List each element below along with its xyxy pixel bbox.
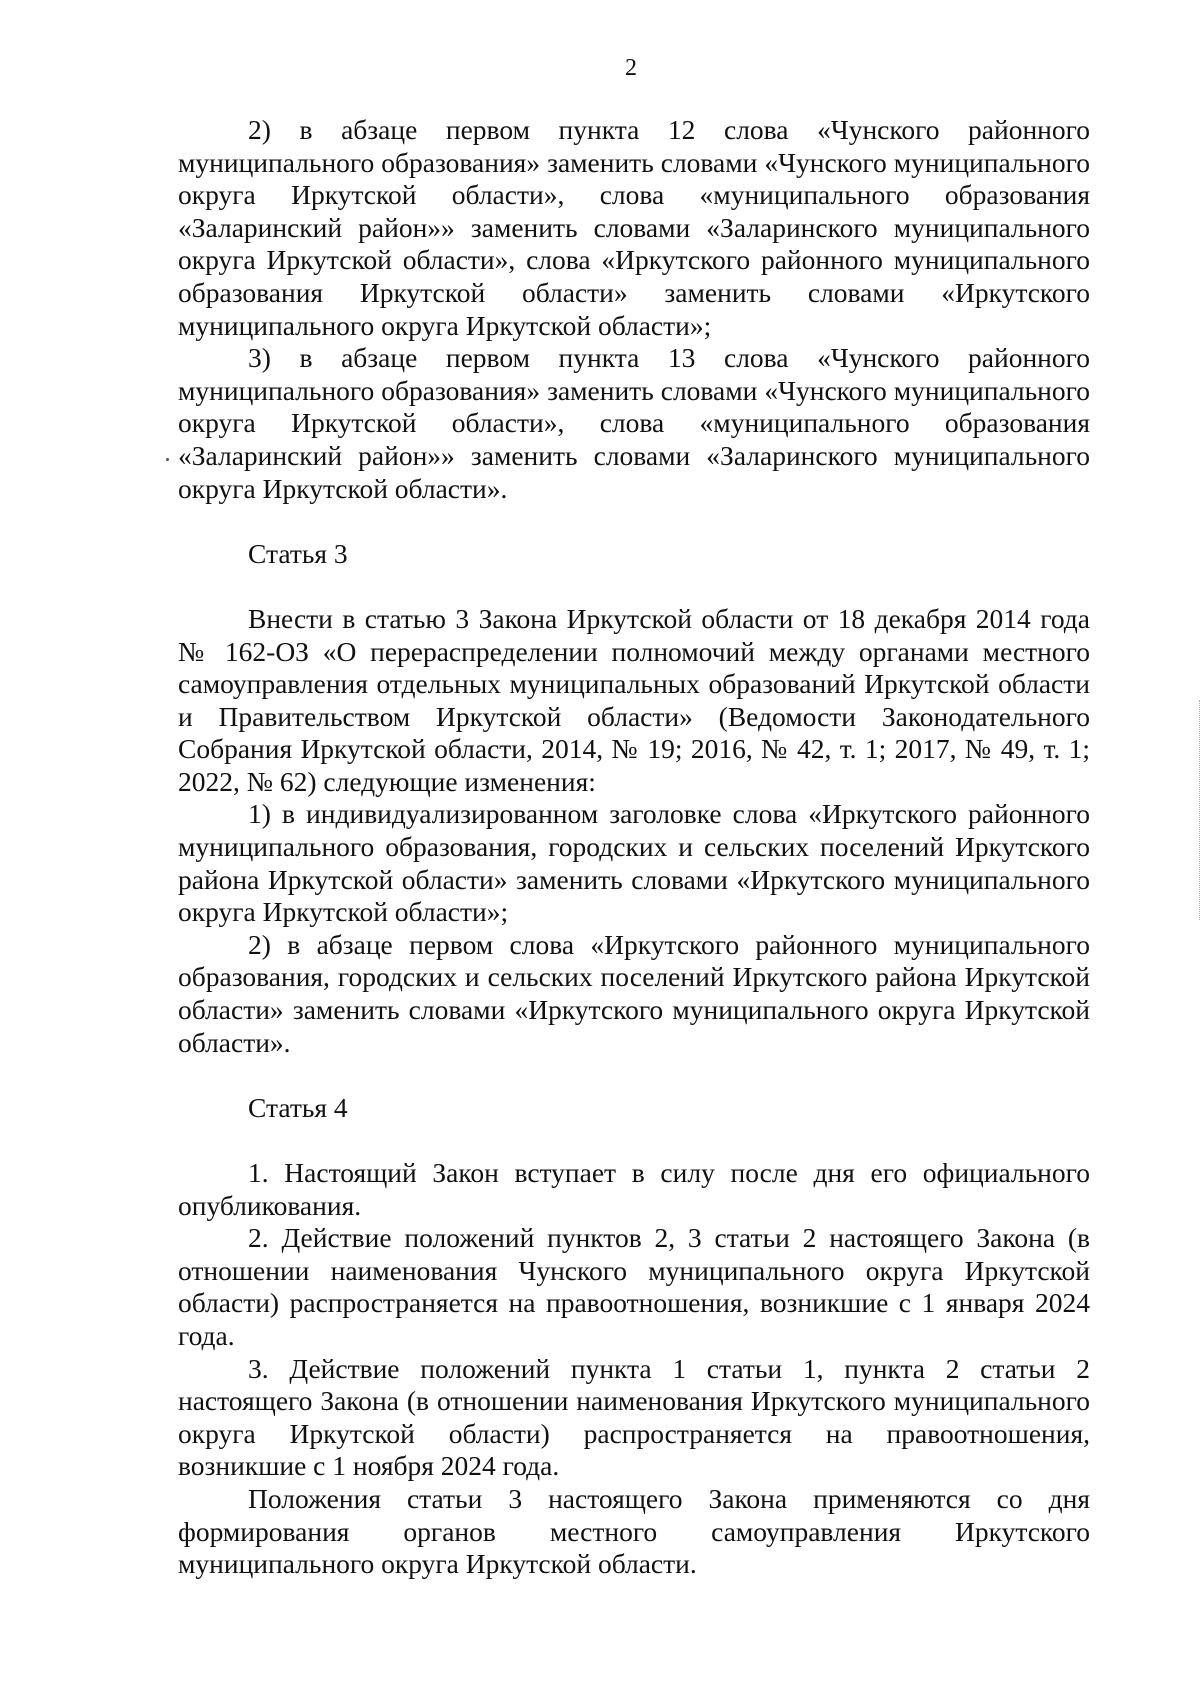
amendment-paragraph: 2) в абзаце первом пункта 12 слова «Чунского районного муниципального образования» заменить словами «Чунского муниципального округа Иркутской области», слова «муниципального образования «Заларинский район»» заменить словами «Заларинского муниципального округа Иркутской области», слова «Иркутского районного муниципального образования Иркутской области» заменить словами «Иркутского муниципального округа Иркутской области»; <box>178 114 1090 341</box>
article-4-paragraph: 3. Действие положений пункта 1 статьи 1, пункта 2 статьи 2 настоящего Закона (в отношении наименования Иркутского муниципального округа Иркутской области) распространяется на правоотношения, возникшие с 1 ноября 2024 года. <box>178 1352 1090 1482</box>
article-3-paragraph: 2) в абзаце первом слова «Иркутского районного муниципального образования, городских и сельских поселений Иркутского района Иркутской области» заменить словами «Иркутского муниципального округа Иркутской области». <box>178 928 1090 1058</box>
scan-speck <box>166 458 169 461</box>
amendment-paragraph: 3) в абзаце первом пункта 13 слова «Чунского районного муниципального образования» заменить словами «Чунского муниципального округа Иркутской области», слова «муниципального образования «Заларинский район»» заменить словами «Заларинского муниципального округа Иркутской области». <box>178 342 1090 504</box>
article-4-paragraph: 1. Настоящий Закон вступает в силу после дня его официального опубликования. <box>178 1157 1090 1221</box>
scan-edge-artifact <box>1196 700 1200 920</box>
article-3-heading: Статья 3 <box>248 537 348 569</box>
article-3-paragraph: Внести в статью 3 Закона Иркутской области от 18 декабря 2014 года № 162-ОЗ «О перераспределении полномочий между органами местного самоуправления отдельных муниципальных образований Иркутской области и Правительством Иркутской области» (Ведомости Законодательного Собрания Иркутской области, 2014, № 19; 2016, № 42, т. 1; 2017, № 49, т. 1; 2022, № 62) следующие изменения: <box>178 602 1090 797</box>
article-3-paragraph: 1) в индивидуализированном заголовке слова «Иркутского районного муниципального образования, городских и сельских поселений Иркутского района Иркутской области» заменить словами «Иркутского муниципального округа Иркутской области»; <box>178 798 1090 928</box>
article-4-paragraph: Положения статьи 3 настоящего Закона применяются со дня формирования органов местного самоуправления Иркутского муниципального округа Иркутской области. <box>178 1482 1090 1580</box>
page-number: 2 <box>625 55 637 81</box>
article-4-heading: Статья 4 <box>248 1091 348 1123</box>
document-body <box>178 114 1090 1581</box>
article-4-paragraph: 2. Действие положений пунктов 2, 3 статьи 2 настоящего Закона (в отношении наименования Чунского муниципального округа Иркутской области) распространяется на правоотношения, возникшие с 1 января 2024 года. <box>178 1222 1090 1351</box>
